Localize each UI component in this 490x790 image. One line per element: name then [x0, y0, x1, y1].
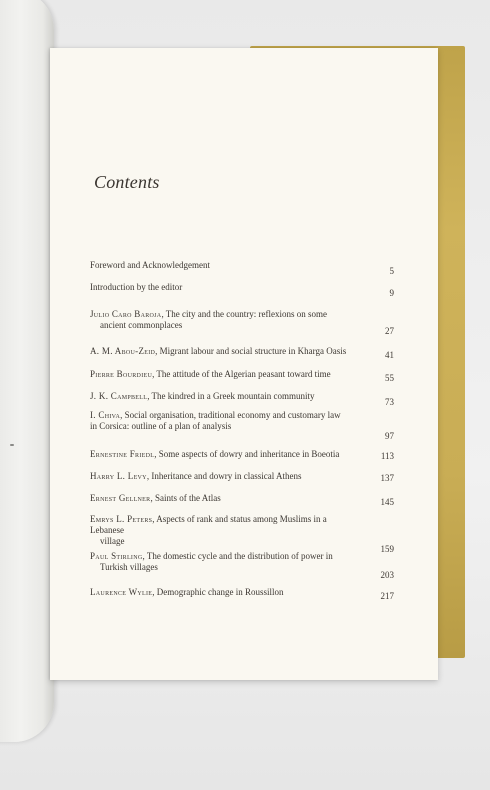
- toc-title: , The city and the country: reflexions on some: [161, 309, 327, 319]
- toc-title: Introduction by the editor: [90, 282, 183, 292]
- toc-page-number: 97: [385, 431, 394, 441]
- toc-page-number: 159: [380, 544, 394, 554]
- toc-page-number: 27: [385, 326, 394, 336]
- toc-title: Foreword and Acknowledgement: [90, 260, 210, 270]
- toc-author: I. Chiva: [90, 410, 121, 420]
- page-edge-mark: [10, 444, 14, 446]
- toc-author: Ernest Gellner: [90, 493, 151, 503]
- contents-page: [50, 48, 438, 680]
- toc-author: Harry L. Levy: [90, 471, 147, 481]
- toc-title: , Migrant labour and social structure in Kharga Oasis: [155, 346, 347, 356]
- toc-entry: [90, 514, 394, 554]
- toc-page-number: 5: [389, 266, 394, 276]
- toc-title: , Some aspects of dowry and inheritance in Boeotia: [154, 449, 340, 459]
- toc-author: Pierre Bourdieu: [90, 369, 153, 379]
- toc-page-number: 203: [380, 570, 394, 580]
- toc-title: , The attitude of the Algerian peasant toward time: [152, 369, 331, 379]
- toc-title: , The domestic cycle and the distribution of power in: [142, 551, 333, 561]
- toc-entry: [90, 391, 394, 407]
- toc-page-number: 137: [380, 473, 394, 483]
- toc-title: , Inheritance and dowry in classical Athens: [146, 471, 302, 481]
- toc-title: , The kindred in a Greek mountain community: [147, 391, 315, 401]
- toc-entry: [90, 471, 394, 483]
- toc-entry: [90, 410, 394, 441]
- toc-title-continued: in Corsica: outline of a plan of analysis: [90, 421, 232, 431]
- toc-title-continued: village: [100, 536, 125, 546]
- toc-page-number: 145: [380, 497, 394, 507]
- toc-author: Emrys L. Peters: [90, 514, 153, 524]
- toc-title-continued: Turkish villages: [100, 562, 158, 572]
- toc-author: A. M. Abou-Zeid: [90, 346, 156, 356]
- toc-title: , Saints of the Atlas: [150, 493, 221, 503]
- toc-author: Ernestine Friedl: [90, 449, 155, 459]
- toc-title: , Aspects of rank and status among Muslims in a Lebanese: [90, 514, 327, 535]
- toc-page-number: 113: [380, 451, 394, 461]
- toc-author: Laurence Wylie: [90, 587, 153, 597]
- toc-entry: [90, 551, 394, 580]
- toc-title: , Demographic change in Roussillon: [152, 587, 284, 597]
- toc-entry: [90, 346, 394, 360]
- toc-entry: [90, 369, 394, 383]
- toc-author: Julio Caro Baroja: [90, 309, 162, 319]
- toc-page-number: 9: [389, 288, 394, 298]
- toc-entry: [90, 449, 394, 461]
- toc-page-number: 73: [385, 397, 394, 407]
- toc-page-number: 55: [385, 373, 394, 383]
- toc-page-number: 41: [385, 350, 394, 360]
- toc-entry: [90, 260, 394, 276]
- toc-title: , Social organisation, traditional economy and customary law: [120, 410, 341, 420]
- toc-author: J. K. Campbell: [90, 391, 148, 401]
- toc-entry: [90, 587, 394, 601]
- toc-entry: [90, 309, 394, 336]
- left-page-curl: [0, 0, 54, 742]
- page-title: Contents: [94, 172, 160, 192]
- toc-entry: [90, 282, 394, 298]
- toc-entry: [90, 493, 394, 507]
- toc-page-number: 217: [380, 591, 394, 601]
- toc-title-continued: ancient commonplaces: [100, 320, 183, 330]
- toc-author: Paul Stirling: [90, 551, 143, 561]
